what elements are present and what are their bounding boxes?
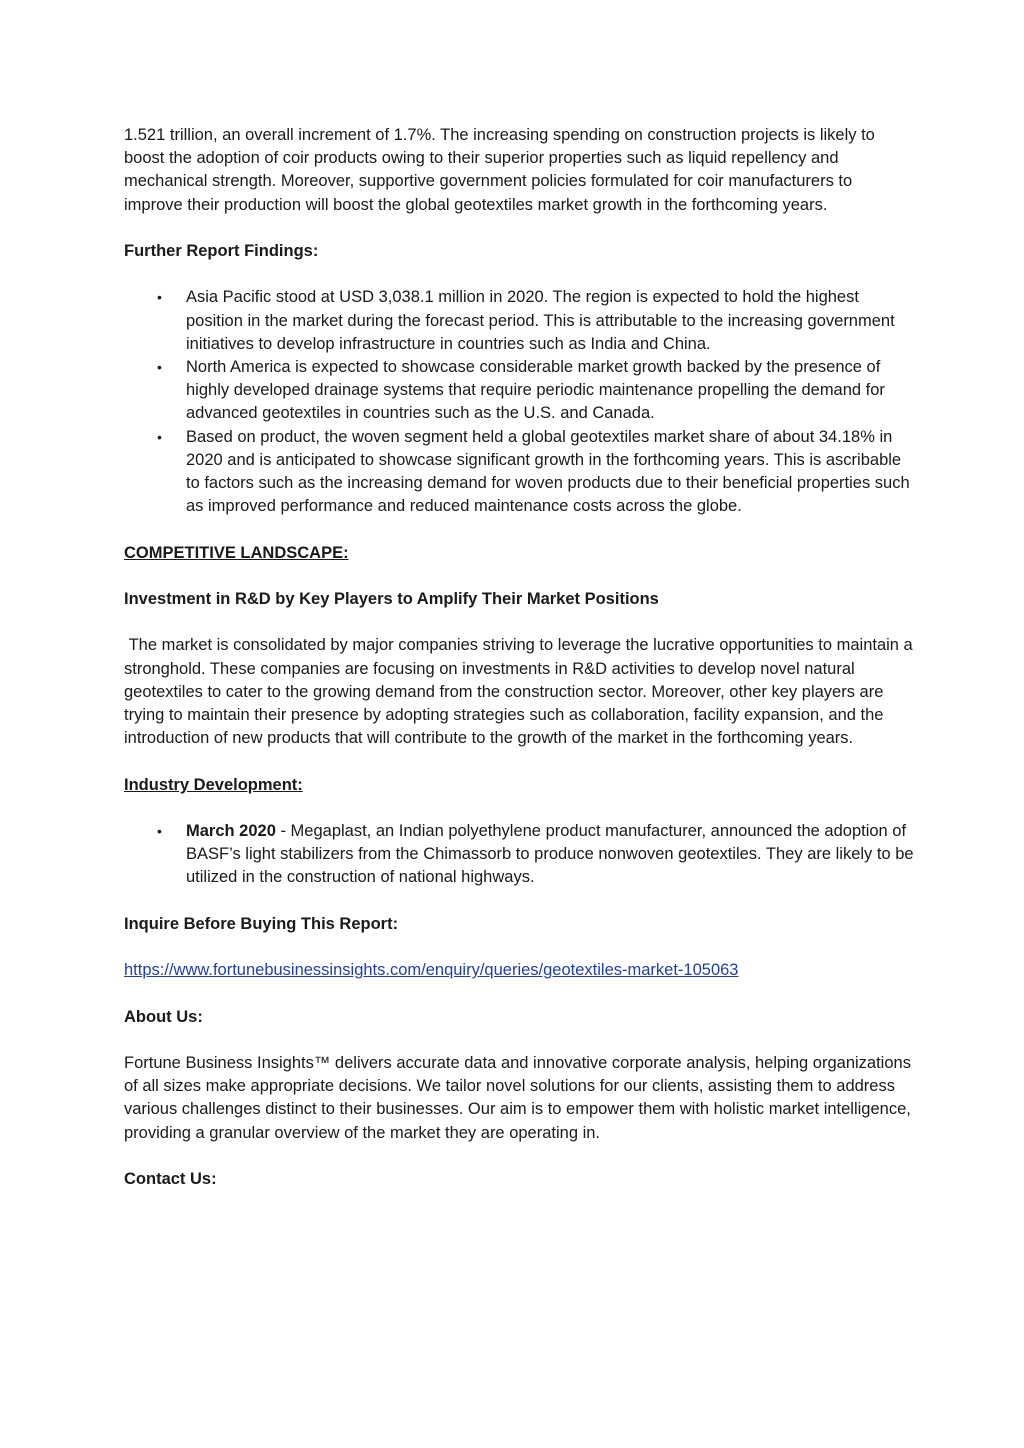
bullet-icon: •	[157, 289, 162, 306]
list-item	[124, 426, 914, 519]
about-heading: About Us:	[124, 1007, 203, 1026]
enquiry-link[interactable]: https://www.fortunebusinessinsights.com/enquiry/queries/geotextiles-market-105063	[124, 961, 739, 980]
bullet-icon: •	[157, 428, 162, 445]
development-date: March 2020	[186, 821, 276, 840]
list-item	[124, 820, 914, 890]
document-page	[124, 124, 918, 1214]
development-text: - Megaplast, an Indian polyethylene product manufacturer, announced the adoption of BASF’s light stabilizers from the Chimassorb to produce nonwoven geotextiles. They are likely to be utilized in the construction of national highways.	[186, 821, 914, 887]
inquire-heading: Inquire Before Buying This Report:	[124, 914, 399, 933]
about-paragraph: Fortune Business Insights™ delivers accurate data and innovative corporate analysis, helping organizations of all sizes make appropriate decisions. We tailor novel solutions for our clients, assisting them to address various challenges distinct to their businesses. Our aim is to empower them with holistic market intelligence, providing a granular overview of the market they are operating in.	[124, 1053, 911, 1142]
list-item	[124, 286, 914, 356]
competitive-paragraph: The market is consolidated by major companies striving to leverage the lucrative opportunities to maintain a stronghold. These companies are focusing on investments in R&D activities to develop novel natural geotextiles to cater to the growing demand from the construction sector. Moreover, other key players are trying to maintain their presence by adopting strategies such as collaboration, facility expansion, and the introduction of new products that will contribute to the growth of the market in the forthcoming years.	[124, 636, 918, 748]
inquire-link-paragraph	[124, 959, 914, 982]
bullet-icon: •	[157, 822, 162, 839]
intro-paragraph: 1.521 trillion, an overall increment of 1.7%. The increasing spending on construction projects is likely to boost the adoption of coir products owing to their superior properties such as liquid repellency and mechanical strength. Moreover, supportive government policies formulated for coir manufacturers to improve their production will boost the global geotextiles market growth in the forthcoming years.	[124, 126, 875, 214]
list-item	[124, 356, 914, 426]
contact-heading: Contact Us:	[124, 1169, 217, 1188]
findings-list	[124, 286, 914, 518]
competitive-landscape-heading: COMPETITIVE LANDSCAPE:	[124, 543, 349, 562]
industry-list	[124, 820, 914, 890]
list-item-text: Asia Pacific stood at USD 3,038.1 million in 2020. The region is expected to hold the highest position in the market during the forecast period. This is attributable to the increasing government initiatives to develop infrastructure in countries such as India and China.	[186, 288, 895, 353]
bullet-icon: •	[157, 359, 162, 375]
industry-development-heading: Industry Development:	[124, 775, 303, 794]
competitive-subheading: Investment in R&D by Key Players to Amplify Their Market Positions	[124, 590, 659, 608]
list-item-text: North America is expected to showcase considerable market growth backed by the presence of highly developed drainage systems that require periodic maintenance propelling the demand for advanced geotextiles in countries such as the U.S. and Canada.	[186, 358, 885, 423]
list-item-text: Based on product, the woven segment held a global geotextiles market share of about 34.18% in 2020 and is anticipated to showcase significant growth in the forthcoming years. This is ascribable to factors such as the increasing demand for woven products due to their beneficial properties such as improved performance and reduced maintenance costs across the globe.	[186, 427, 910, 516]
findings-heading: Further Report Findings:	[124, 242, 319, 260]
